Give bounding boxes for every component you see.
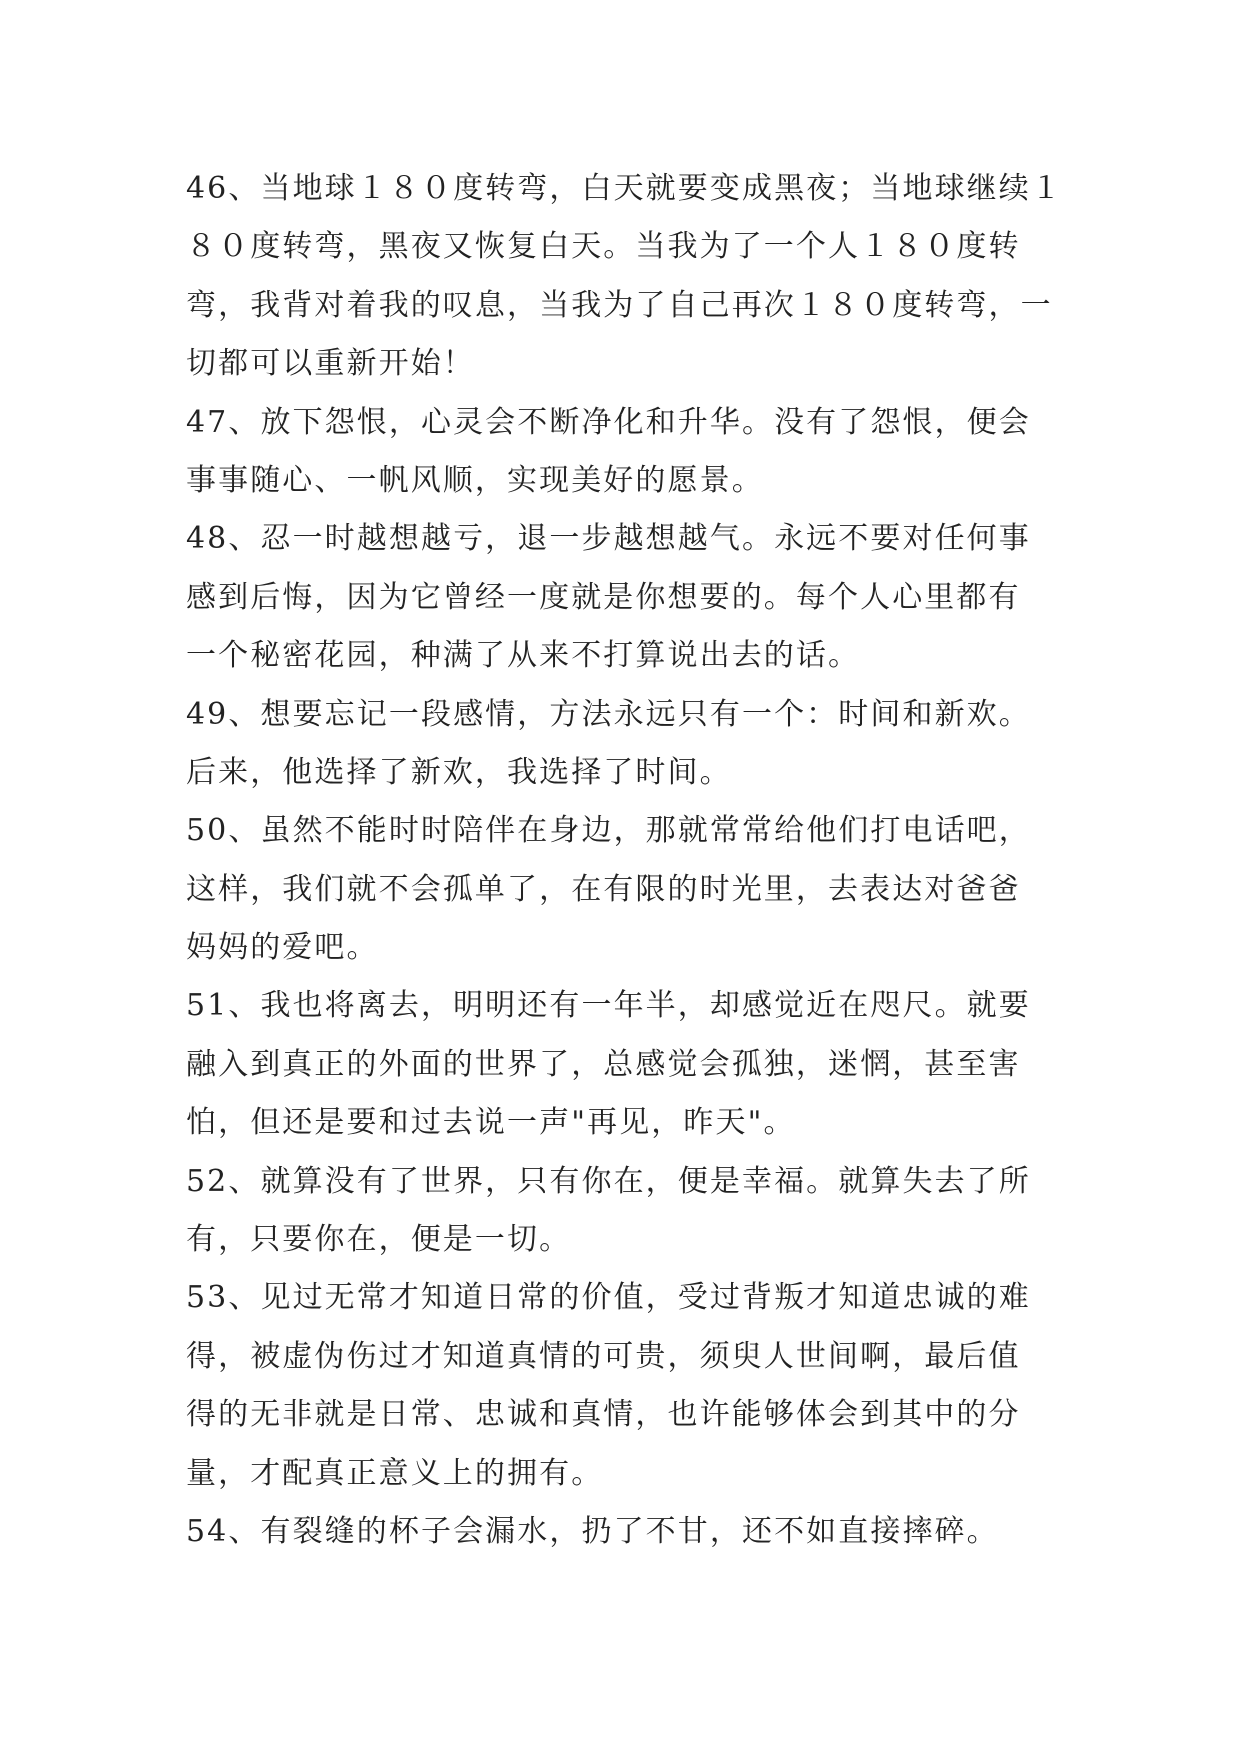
text-line: ８０度转弯，黑夜又恢复白天。当我为了一个人１８０度转	[186, 229, 1021, 265]
text-line: 有，只要你在，便是一切。	[186, 1222, 572, 1258]
text-line: 53、见过无常才知道日常的价值，受过背叛才知道忠诚的难	[186, 1280, 1031, 1316]
text-line: 怕，但还是要和过去说一声"再见，昨天"。	[186, 1105, 796, 1141]
text-line: 妈妈的爱吧。	[186, 930, 379, 966]
text-line: 48、忍一时越想越亏，退一步越想越气。永远不要对任何事	[186, 521, 1031, 557]
text-line: 54、有裂缝的杯子会漏水，扔了不甘，还不如直接摔碎。	[186, 1513, 999, 1549]
text-line: 46、当地球１８０度转弯，白天就要变成黑夜；当地球继续１	[186, 171, 1063, 206]
text-line: 融入到真正的外面的世界了，总感觉会孤独，迷惘，甚至害	[186, 1046, 1021, 1082]
text-line: 弯，我背对着我的叹息，当我为了自己再次１８０度转弯，一	[186, 287, 1053, 323]
text-line: 得，被虚伪伤过才知道真情的可贵，须臾人世间啊，最后值	[186, 1338, 1021, 1374]
text-line: 得的无非就是日常、忠诚和真情，也许能够体会到其中的分	[186, 1397, 1021, 1433]
text-line: 49、想要忘记一段感情，方法永远只有一个：时间和新欢。	[186, 696, 1031, 732]
text-line: 50、虽然不能时时陪伴在身边，那就常常给他们打电话吧，	[186, 813, 1031, 849]
text-line: 切都可以重新开始！	[186, 346, 475, 382]
document-body	[186, 160, 1066, 1561]
text-line: 一个秘密花园，种满了从来不打算说出去的话。	[186, 638, 861, 674]
text-line: 事事随心、一帆风顺，实现美好的愿景。	[186, 462, 764, 498]
text-line: 量，才配真正意义上的拥有。	[186, 1455, 604, 1491]
text-line: 后来，他选择了新欢，我选择了时间。	[186, 754, 732, 790]
text-line: 51、我也将离去，明明还有一年半，却感觉近在咫尺。就要	[186, 988, 1031, 1024]
text-line: 感到后悔，因为它曾经一度就是你想要的。每个人心里都有	[186, 579, 1021, 615]
text-line: 47、放下怨恨，心灵会不断净化和升华。没有了怨恨，便会	[186, 404, 1031, 440]
text-line: 这样，我们就不会孤单了，在有限的时光里，去表达对爸爸	[186, 871, 1021, 907]
text-line: 52、就算没有了世界，只有你在，便是幸福。就算失去了所	[186, 1163, 1031, 1199]
